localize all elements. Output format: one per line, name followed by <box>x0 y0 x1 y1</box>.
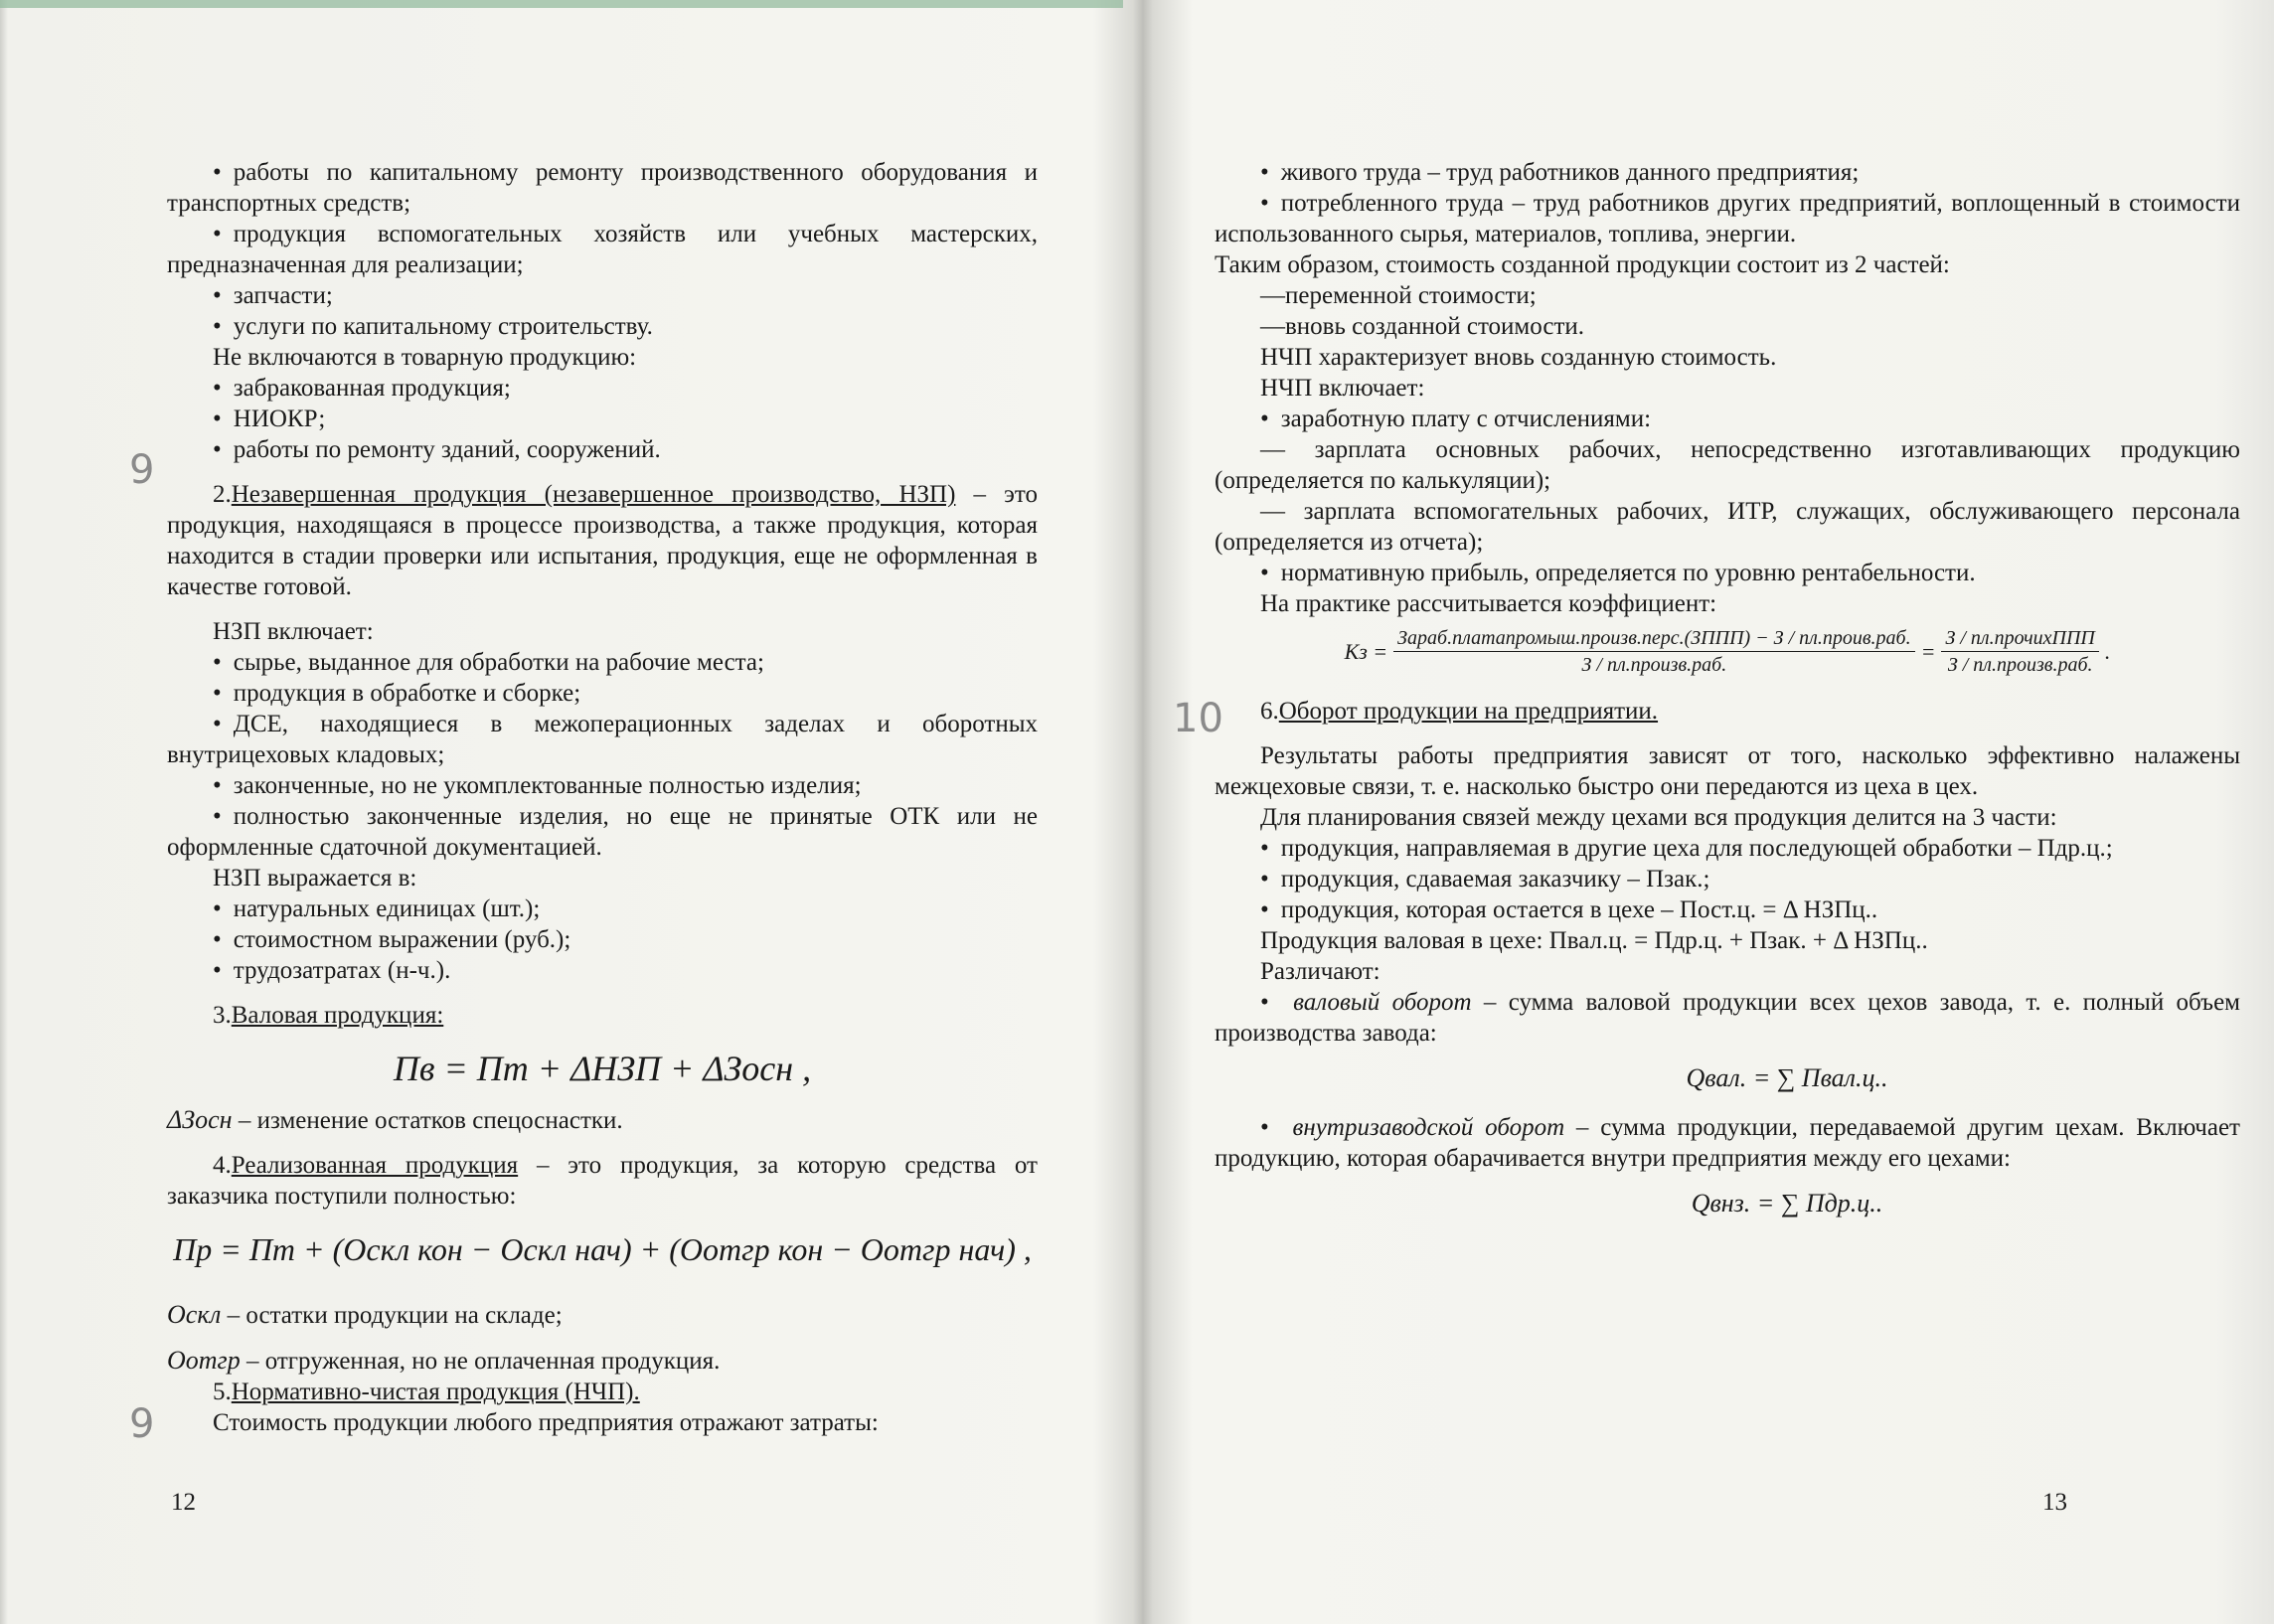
right-lines-line: НЧП характеризует вновь созданную стоимость. <box>1260 344 1777 371</box>
left-intro-list <box>167 157 1038 465</box>
right-lines-line: НЧП включает: <box>1260 375 1425 402</box>
right-lines-line: — зарплата вспомогательных рабочих, ИТР, служащих, обслуживающего персонала (определяется из отчета); <box>1215 498 2240 556</box>
right-intro-list <box>1215 157 2240 619</box>
right-lines2-line: • продукция, сдаваемая заказчику – Пзак.; <box>1215 864 2240 894</box>
left-lines-line: Не включаются в товарную продукцию: <box>213 344 637 371</box>
gross-formula: Пв = Пт + ΔНЗП + ΔЗосн , <box>393 1049 812 1088</box>
page-number-left: 12 <box>171 1489 196 1516</box>
k-lhs: Кз = <box>1344 639 1388 664</box>
section-6-number: 6. <box>1260 698 1279 725</box>
otgr-symbol: Оотгр <box>167 1346 241 1375</box>
nzp-lines-line: НЗП включает: <box>213 618 374 645</box>
qvnz-formula: Qвнз. = ∑ Пдр.ц.. <box>1691 1189 1883 1218</box>
osk-text: – остатки продукции на складе; <box>221 1302 563 1329</box>
right-lines-line: На практике рассчитывается коэффициент: <box>1260 590 1717 617</box>
right-lines-line: —переменной стоимости; <box>1260 282 1537 309</box>
gross-turnover-text: – сумма валовой продукции всех цехов завода, т. е. полный объем производства завода: <box>1215 989 2240 1047</box>
nzp-lines-line: • трудозатратах (н-ч.). <box>167 955 1038 986</box>
delta-definition <box>167 1104 1038 1136</box>
osk-symbol: Оскл <box>167 1300 222 1329</box>
section-2-number: 2. <box>213 481 232 508</box>
intra-turnover-text: – сумма продукции, передаваемой другим цехам. Включает продукцию, которая обарачивается внутри предприятия между его цехами: <box>1215 1114 2240 1172</box>
k-numerator-1: Зараб.платапромыш.произв.перс.(ЗППП) − З / пл.проив.раб. <box>1393 625 1914 652</box>
nzp-lines-line: • натуральных единицах (шт.); <box>167 893 1038 924</box>
left-lines-line: • забракованная продукция; <box>167 373 1038 404</box>
left-last-line: Стоимость продукции любого предприятия отражают затраты: <box>213 1409 879 1436</box>
k-denominator-1: З / пл.произв.раб. <box>1581 654 1727 676</box>
coefficient-formula <box>1215 625 2240 678</box>
nzp-lines-line: • полностью законченные изделия, но еще не принятые ОТК или не оформленные сдаточной документацией. <box>167 801 1038 863</box>
k-numerator-2: З / пл.прочихППП <box>1941 625 2098 652</box>
section-3-number: 3. <box>213 1002 232 1029</box>
section-2-title: Незавершенная продукция (незавершенное производство, НЗП) <box>231 481 956 508</box>
right-lines2-line: Продукция валовая в цехе: Пвал.ц. = Пдр.ц. + Пзак. + Δ НЗПц.. <box>1260 927 1928 954</box>
section-5-title: Нормативно-чистая продукция (НЧП). <box>231 1379 640 1405</box>
section-4-title: Реализованная продукция <box>231 1152 519 1179</box>
nzp-lines-line: • законченные, но не укомплектованные полностью изделия; <box>167 770 1038 801</box>
sold-formula: Пр = Пт + (Оскл кон − Оскл нач) + (Оотгр кон − Оотгр нач) , <box>173 1231 1032 1267</box>
left-lines-line: • работы по капитальному ремонту производственного оборудования и транспортных средств; <box>167 157 1038 219</box>
section-2-text: – это продукция, находящаяся в процессе производства, а также продукция, которая находится в стадии проверки или испытания, продукция, еще не оформленная в качестве готовой. <box>167 481 1038 600</box>
osk-definition <box>167 1299 1038 1331</box>
nzp-lines-line: НЗП выражается в: <box>213 865 417 892</box>
section-5-heading <box>167 1377 1038 1407</box>
turnover-list <box>1215 740 2240 987</box>
right-lines-line: Таким образом, стоимость созданной продукции состоит из 2 частей: <box>1215 251 1950 278</box>
right-lines2-line: • продукция, которая остается в цехе – Пост.ц. = Δ НЗПц.. <box>1215 894 2240 925</box>
right-lines-line: • потребленного труда – труд работников других предприятий, воплощенный в стоимости использованного сырья, материалов, топлива, энергии. <box>1215 188 2240 249</box>
gross-turnover-item <box>1215 987 2240 1049</box>
pencil-mark-2: 10 <box>1173 696 1223 741</box>
nzp-lines-line: • ДСЕ, находящиеся в межоперационных заделах и оборотных внутрицеховых кладовых; <box>167 709 1038 770</box>
section-5-number: 5. <box>213 1379 232 1405</box>
right-lines-line: • живого труда – труд работников данного предприятия; <box>1215 157 2240 188</box>
gross-turnover-term: валовый оборот <box>1293 989 1472 1016</box>
right-lines-line: — зарплата основных рабочих, непосредственно изготавливающих продукцию (определяется по калькуляции); <box>1215 436 2240 494</box>
k-fraction-1 <box>1393 625 1914 678</box>
section-4-number: 4. <box>213 1152 232 1179</box>
right-lines-line: • заработную плату с отчислениями: <box>1215 404 2240 434</box>
right-lines-line: —вновь созданной стоимости. <box>1260 313 1585 340</box>
nzp-lines-line: • сырье, выданное для обработки на рабочие места; <box>167 647 1038 678</box>
nzp-lines-line: • продукция в обработке и сборке; <box>167 678 1038 709</box>
section-6-title: Оборот продукции на предприятии. <box>1278 698 1659 725</box>
nzp-list <box>167 616 1038 986</box>
k-fraction-2 <box>1941 625 2098 678</box>
section-3-heading <box>167 1000 1038 1031</box>
right-lines2-line: Различают: <box>1260 958 1381 985</box>
section-4-text: – это продукция, за которую средства от заказчика поступили полностью: <box>167 1152 1038 1210</box>
right-page <box>1153 0 2274 1624</box>
delta-text: – изменение остатков спецоснастки. <box>232 1107 623 1134</box>
right-column <box>1215 157 2240 1237</box>
page-number-right: 13 <box>2042 1489 2067 1516</box>
otgr-text: – отгруженная, но не оплаченная продукция. <box>240 1348 721 1375</box>
left-lines-line: • продукция вспомогательных хозяйств или учебных мастерских, предназначенная для реализации; <box>167 219 1038 280</box>
qval-formula: Qвал. = ∑ Пвал.ц.. <box>1686 1063 1888 1092</box>
left-lines-line: • запчасти; <box>167 280 1038 311</box>
right-lines2-line: • продукция, направляемая в другие цеха для последующей обработки – Пдр.ц.; <box>1215 833 2240 864</box>
right-lines-line: • нормативную прибыль, определяется по уровню рентабельности. <box>1215 558 2240 588</box>
section-3-title: Валовая продукция: <box>231 1002 444 1029</box>
delta-symbol: ΔЗосн <box>167 1105 233 1134</box>
pencil-mark-1: 9 <box>129 447 155 493</box>
k-denominator-2: З / пл.произв.раб. <box>1947 654 2093 676</box>
left-lines-line: • НИОКР; <box>167 404 1038 434</box>
k-equals: = <box>1920 639 1936 664</box>
intra-turnover-term: внутризаводской оборот <box>1292 1114 1565 1141</box>
left-page <box>0 0 1133 1624</box>
section-2-paragraph <box>167 479 1038 602</box>
right-lines2-line: Для планирования связей между цехами вся продукция делится на 3 части: <box>1260 804 2057 831</box>
left-lines-line: • работы по ремонту зданий, сооружений. <box>167 434 1038 465</box>
intra-turnover-item <box>1215 1112 2240 1174</box>
left-lines-line: • услуги по капитальному строительству. <box>167 311 1038 342</box>
k-period: . <box>2104 639 2111 664</box>
section-6-heading <box>1215 696 2240 727</box>
left-column <box>167 157 1038 1438</box>
right-lines2-line: Результаты работы предприятия зависят от того, насколько эффективно налажены межцеховые связи, т. е. насколько быстро они передаются из цеха в цех. <box>1215 742 2240 800</box>
pencil-mark-3: 9 <box>129 1401 155 1447</box>
otgr-definition <box>167 1345 1038 1377</box>
section-4-paragraph <box>167 1150 1038 1212</box>
nzp-lines-line: • стоимостном выражении (руб.); <box>167 924 1038 955</box>
